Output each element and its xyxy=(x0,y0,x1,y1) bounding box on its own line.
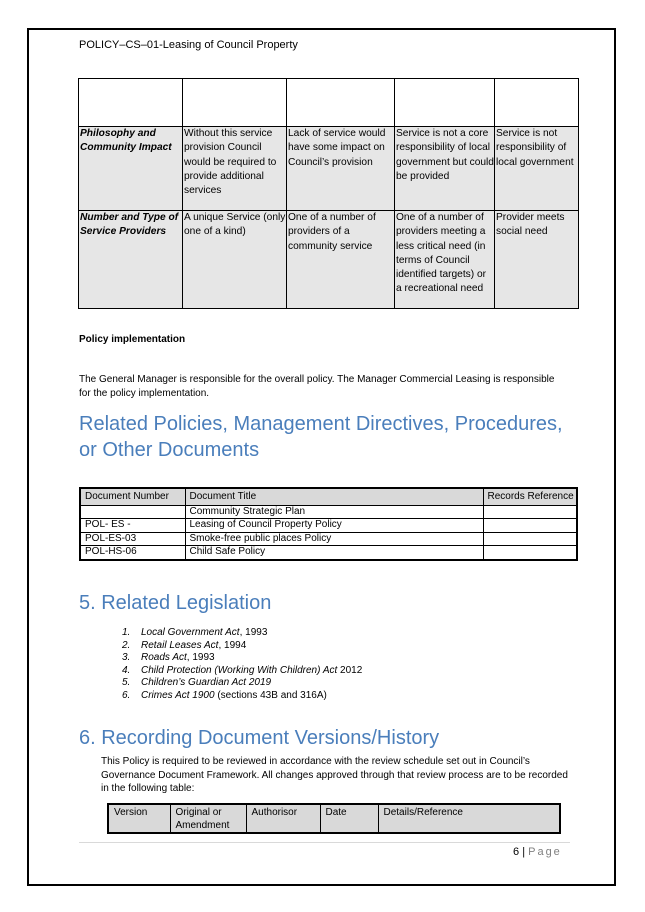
version-history-table xyxy=(107,803,561,834)
list-item: 4. Child Protection (Working With Children) Act 2012 xyxy=(122,664,363,676)
table-cell xyxy=(483,505,577,519)
column-header: Date xyxy=(320,804,378,833)
table-cell: Lack of service would have some impact on Council’s provision xyxy=(287,127,395,211)
table-cell: One of a number of providers of a community service xyxy=(287,211,395,309)
column-header: Original or Amendment xyxy=(170,804,246,833)
table-cell: Smoke-free public places Policy xyxy=(185,532,483,546)
empty-header-cell xyxy=(183,79,287,127)
table-row xyxy=(79,211,579,309)
table-cell: Service is not responsibility of local government xyxy=(495,127,579,211)
table-cell: Provider meets social need xyxy=(495,211,579,309)
table-cell: Community Strategic Plan xyxy=(185,505,483,519)
table-cell: POL-HS-06 xyxy=(80,546,185,560)
empty-header-cell xyxy=(79,79,183,127)
table-row xyxy=(80,505,577,519)
empty-header-cell xyxy=(495,79,579,127)
list-item: 3. Roads Act, 1993 xyxy=(122,652,215,663)
page-number: 6 xyxy=(513,846,520,858)
table-cell: POL-ES-03 xyxy=(80,532,185,546)
column-header: Authorisor xyxy=(246,804,320,833)
table-cell xyxy=(80,505,185,519)
table-row xyxy=(80,532,577,546)
legislation-list xyxy=(121,627,362,702)
column-header: Details/Reference xyxy=(378,804,560,833)
table-cell: One of a number of providers meeting a less critical need (in terms of Council identified targets) or a recreational need xyxy=(395,211,495,309)
table-cell: Child Safe Policy xyxy=(185,546,483,560)
table-header-row xyxy=(79,79,579,127)
table-cell: Leasing of Council Property Policy xyxy=(185,519,483,533)
table-row xyxy=(80,546,577,560)
table-cell: Without this service provision Council would be required to provide additional services xyxy=(183,127,287,211)
row-label: Number and Type of Service Providers xyxy=(79,211,183,309)
list-item: 2. Retail Leases Act, 1994 xyxy=(122,639,247,651)
table-cell xyxy=(483,519,577,533)
list-item: 1. Local Government Act, 1993 xyxy=(122,627,268,638)
criteria-table xyxy=(78,78,579,309)
column-header: Version xyxy=(108,804,170,833)
footer-separator: | xyxy=(522,846,526,858)
table-cell xyxy=(483,546,577,560)
empty-header-cell xyxy=(287,79,395,127)
table-cell xyxy=(483,532,577,546)
column-header: Document Number xyxy=(80,488,185,505)
table-header-row xyxy=(108,804,560,833)
table-header-row xyxy=(80,488,577,505)
row-label: Philosophy and Community Impact xyxy=(79,127,183,211)
page-footer xyxy=(513,846,562,858)
column-header: Document Title xyxy=(185,488,483,505)
related-policies-heading: Related Policies, Management Directives, Procedures, or Other Documents xyxy=(79,413,563,461)
table-cell: Service is not a core responsibility of local government but could be provided xyxy=(395,127,495,211)
history-intro: This Policy is required to be reviewed in accordance with the review schedule set out in Council’s Governance Document Framework. All changes approved through that review process are to be recorded in the following table: xyxy=(101,756,568,794)
list-item: 6. Crimes Act 1900 (sections 43B and 316A) xyxy=(122,689,327,701)
footer-divider xyxy=(79,842,570,843)
table-cell: POL- ES - xyxy=(80,519,185,533)
column-header: Records Reference xyxy=(483,488,577,505)
implementation-text: The General Manager is responsible for the overall policy. The Manager Commercial Leasing is responsible for the policy implementation. xyxy=(79,374,555,399)
table-cell: A unique Service (only one of a kind) xyxy=(183,211,287,309)
list-item: 5. Children’s Guardian Act 2019 xyxy=(122,677,272,688)
document-header: POLICY–CS–01-Leasing of Council Property xyxy=(79,39,298,51)
page-label: Page xyxy=(528,846,562,858)
related-documents-table xyxy=(79,487,578,561)
table-row xyxy=(79,127,579,211)
table-row xyxy=(80,519,577,533)
empty-header-cell xyxy=(395,79,495,127)
history-heading: 6. Recording Document Versions/History xyxy=(79,727,440,749)
legislation-heading: 5. Related Legislation xyxy=(79,592,272,614)
implementation-heading: Policy implementation xyxy=(79,334,186,345)
